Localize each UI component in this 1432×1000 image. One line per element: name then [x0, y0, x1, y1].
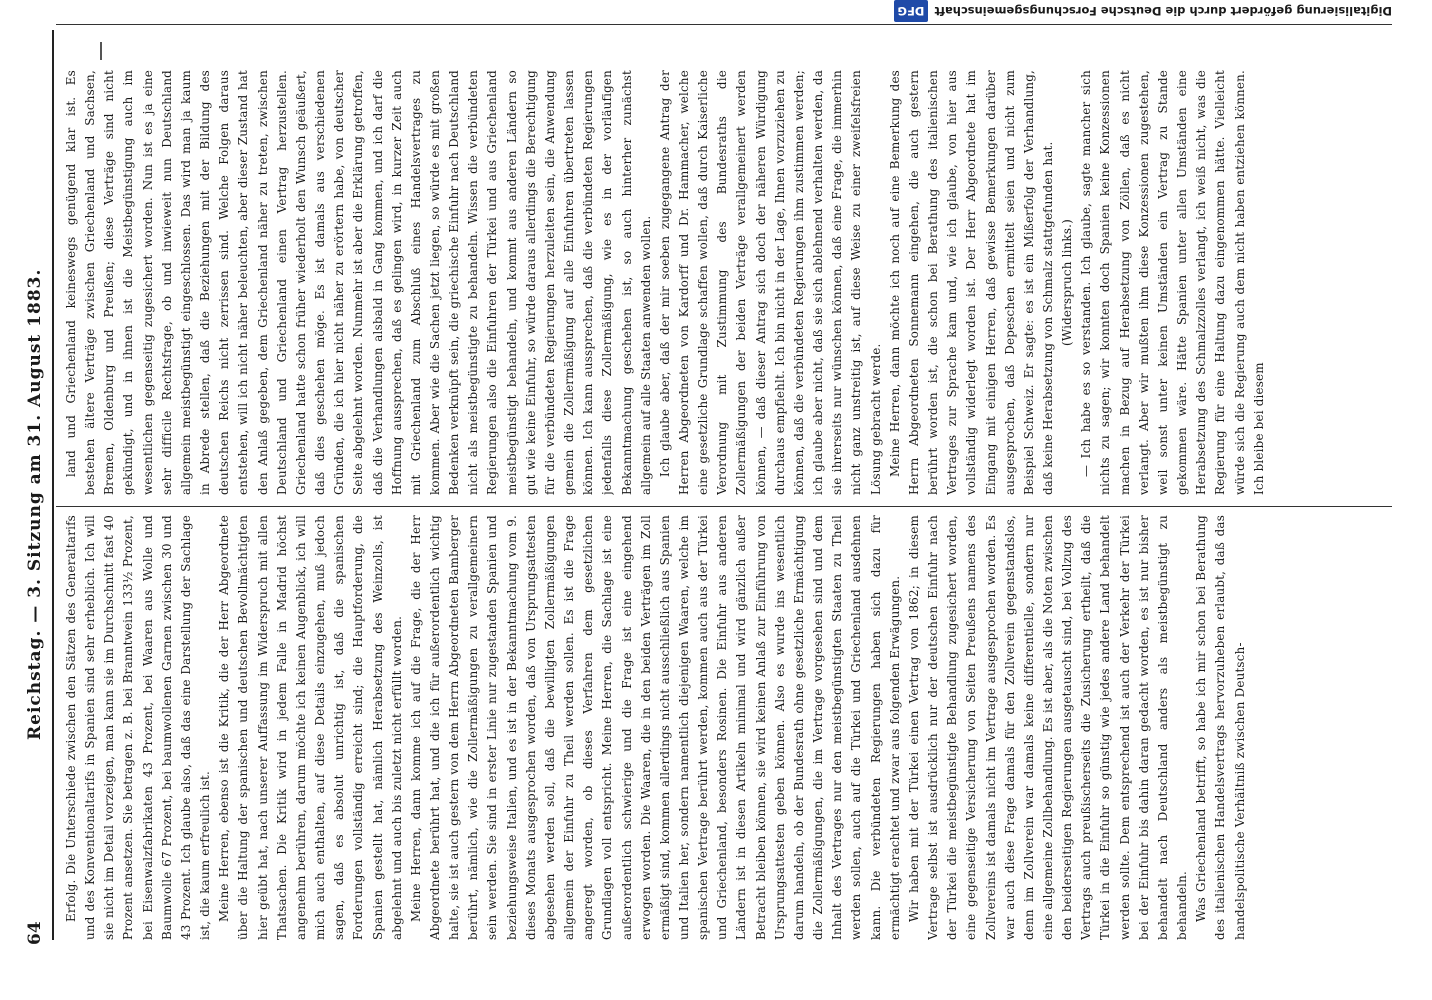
paragraph: Was Griechenland betrifft, so habe ich mir schon bei Berathung des italienischen Handelsvertrags hervorzuheben erlaubt, daß das handelspolitische Verhältniß zwischen Deutsch- [1194, 515, 1247, 940]
running-title: Reichstag. — 3. Sitzung am 31. August 1883. [25, 268, 45, 740]
column-divider-right [56, 24, 1392, 25]
paragraph: — Ich habe es so verstanden. Ich glaube, sagte mancher sich nichts zu sagen; wir konnten doch Spanien keine Konzessionen machen in Bezug auf Herabsetzung von Zöllen, daß es nicht verlangt. Aber wir mußten ihm diese Konzessionen zugestehen, weil sonst unter keinen Umständen ein Vertrag zu Stande gekommen wäre. Hätte Spanien unter allen Umständen eine Herabsetzung des Schmalzzolles verlangt, ich weiß nicht, was die Regierung für eine Haltung dazu eingenommen hätte. Vielleicht würde sich die Regierung auch dem nicht haben entziehen können. Ich bleibe bei diesem [1079, 70, 1266, 495]
margin-mark [100, 42, 102, 60]
paragraph: Meine Herren, dann komme ich auf die Frage, die der Herr Abgeordnete berührt hat, und die ich für außerordentlich wichtig halte, sie ist auch gestern von dem Herrn Abgeordneten Bamberger berührt, nämlich, wie die Zollermäßigungen zu verallgemeinern sein werden. Sie sind in erster Linie nur zugestanden Spanien und beziehungsweise Italien, und es ist in der Bekanntmachung vom 9. dieses Monats ausgesprochen worden, daß von Ursprungsattesten abgesehen werden soll, daß die bewilligten Zollermäßigungen allgemein der Einfuhr zu Theil werden sollen. Es ist die Frage angeregt worden, ob dieses Verfahren dem gesetzlichen Grundlagen voll entspricht. Meine Herren, die Sachlage ist eine außerordentlich schwierige und die Frage ist eine eingehend erwogen worden. Die Waaren, die in den beiden Verträgen im Zoll ermäßigt sind, kommen allerdings nicht ausschließlich aus Spanien und Italien her, sondern namentlich diejenigen Waaren, welche im spanischen Vertrage berührt werden, kommen auch aus der Türkei und Griechenland, besonders Rosinen. Die Einfuhr aus anderen Ländern ist in diesen Artikeln minimal und wird gänzlich außer Betracht bleiben können, sie wird keinen Anlaß zur Einführung von Ursprungsattesten geben können. Also es wurde ins wesentlich darum handeln, ob der Bundesrath ohne gesetzliche Ermächtigung die Zollermäßigungen, die im Vertrage vorgesehen sind und dem Inhalt des Vertrages nur den meistbegünstigten Staaten zu Theil werden sollen, auch auf die Türkei und Griechenland ausdehnen kann. Die verbündeten Regierungen haben sich dazu für ermächtigt erachtet und zwar aus folgenden Erwägungen. [408, 515, 902, 940]
dfg-logo-icon: DFG [894, 0, 929, 22]
dfg-credit-text: Digitalisierung gefördert durch die Deutsche Forschungsgemeinschaft [934, 4, 1392, 18]
paragraph: Meine Herren, dann möchte ich noch auf eine Bemerkung des Herrn Abgeordneten Sonnemann eingehen, die auch gestern berührt worden ist, die schon bei Berathung des italienischen Vertrages zur Sprache kam und, wie ich glaube, von hier aus vollständig widerlegt worden ist. Der Herr Abgeordnete hat im Eingang mit einigen Herren, daß gewisse Bemerkungen darüber ausgesprochen, daß Depeschen ermittelt seien und nicht zum Beispiel Schweiz. Er sagte: es ist ein Mißerfolg der Verhandlung, daß keine Herabsetzung von Schmalz stattgefunden hat. [887, 70, 1055, 495]
page-header [18, 40, 52, 945]
paragraph: Erfolg. Die Unterschiede zwischen den Sätzen des Generaltarifs und des Konventionaltarifs in Spanien sind sehr erheblich. Ich will sie nicht im Detail vorzeigen, man kann sie im Durchschnitt fast 40 Prozent ansetzen. Sie betragen z. B. bei Branntwein 133½ Prozent, bei Eisenwalzfabrikaten 43 Prozent, bei Waaren aus Wolle und Baumwolle 67 Prozent, bei baumwollenen Garnen zwischen 30 und 43 Prozent. Ich glaube also, daß das eine Darstellung der Sachlage ist, die kaum erfreulich ist. [64, 515, 213, 940]
interjection: (Widerspruch links.) [1060, 219, 1075, 346]
paragraph: Wir haben mit der Türkei einen Vertrag von 1862; in diesem Vertrage selbst ist ausdrücklich nur der deutschen Einfuhr nach der Türkei die meistbegünstigte Behandlung zugesichert worden, eine gegenseitige Versicherung von Seiten Preußens namens des Zollvereins ist damals nicht im Vertrage ausgesprochen worden. Es war auch diese Frage damals für den Zollverein gegenstandslos, denn im Zollverein war damals keine differentielle, sondern nur eine allgemeine Zollbehandlung. Es ist aber, als die Noten zwischen den beiderseitigen Regierungen ausgetauscht sind, bei Vollzug des Vertrags auch preußischerseits die Zusicherung ertheilt, daß die Türkei in die Einfuhr so günstig wie jedes andere Land behandelt werden sollte. Dem entsprechend ist auch der Verkehr der Türkei bei der Einfuhr bis dahin daran gedacht worden, es ist nur bisher behandelt nach Deutschland anders als meistbegünstigt zu behandeln. [906, 515, 1190, 940]
paragraph: Meine Herren, ebenso ist die Kritik, die der Herr Abgeordnete über die Haltung der spanischen und deutschen Bevollmächtigten hier geübt hat, nach unserer Auffassung im Widerspruch mit allen Thatsachen. Die Kritik wird in jedem Falle in Madrid höchst angenehm berühren, darum möchte ich keinen Augenblick, ich will mich auch enthalten, auf diese Details einzugehen, muß jedoch sagen, daß es absolut unrichtig ist, daß die spanischen Forderungen vollständig erreicht sind; die Hauptforderung, die Spanien gestellt hat, nämlich Herabsetzung des Weinzolls, ist abgelehnt und auch bis zuletzt nicht erfüllt worden. [217, 515, 404, 940]
paragraph: land und Griechenland keineswegs genügend klar ist. Es bestehen ältere Verträge zwischen Griechenland und Sachsen, Bremen, Oldenburg und Preußen; diese Verträge sind nicht gekündigt, und in ihnen ist die Meistbegünstigung auch im wesentlichen gegenseitig zugesichert worden. Nun ist es ja eine sehr difficile Rechtsfrage, ob und inwieweit nun Deutschland allgemein meistbegünstigt eingeschlossen. Das wird man ja kaum in Abrede stellen, daß die Beziehungen mit der Bildung des deutschen Reichs nicht zerrissen sind. Welche Folgen daraus entstehen, will ich nicht näher beleuchten, aber dieser Zustand hat den Anlaß gegeben, dem Griechenland näher zu treten, zwischen Deutschland und Griechenland einen Vertrag herzustellen. Griechenland hatte schon früher wiederholt den Wunsch geäußert, daß dies geschehen möge. Es ist damals aus verschiedenen Gründen, die ich hier nicht näher zu erörtern habe, von deutscher Seite abgelehnt worden. Nunmehr ist aber die Erklärung getroffen, daß die Verhandlungen alsbald in Gang kommen, und ich darf die Hoffnung aussprechen, daß es gelingen wird, in kurzer Zeit auch mit Griechenland zum Abschluß eines Handelsvertrages zu kommen. Aber wie die Sachen jetzt liegen, so würde es mit großen Bedenken verknüpft sein, die griechische Einfuhr nach Deutschland nicht als meistbegünstigte zu behandeln. Wissen die verbündeten Regierungen also die Einfuhren der Türkei und aus Griechenland meistbegünstigt behandeln, und kommt aus anderen Ländern so gut wie keine Einfuhr, so würde daraus allerdings die Berechtigung für die verbündeten Regierungen herzuleiten sein, die Anwendung gemein die Zollermäßigung auf alle Einfuhren übertreten lassen können. Ich kann aussprechen, daß die verbündeten Regierungen jedenfalls diese Zollermäßigung, wie es in der vorläufigen Bekanntmachung geschehen ist, so auch hinterher zunächst allgemein auf alle Staaten anwenden wollen. [64, 70, 653, 495]
page-number: 64 [25, 921, 45, 945]
text-column-left [62, 515, 1352, 940]
header-rule [52, 30, 54, 940]
column-divider [56, 506, 1392, 507]
text-column-right [62, 70, 1352, 495]
dfg-credit [897, 0, 1392, 22]
paragraph: Ich glaube aber, daß der mir soeben zugegangene Antrag der Herren Abgeordneten von Kardorff und Dr. Hammacher, welche eine gesetzliche Grundlage schaffen wollen, daß durch Kaiserliche Verordnung mit Zustimmung des Bundesraths die Zollermäßigungen der beiden Verträge verallgemeinert werden können, — daß dieser Antrag sich doch der näheren Würdigung durchaus empfiehlt. Ich bin nicht in der Lage, Ihnen vorzuziehen zu können, daß die verbündeten Regierungen ihm zustimmen werden; ich glaube aber nicht, daß sie sich ablehnend verhalten werden, da sie ihrerseits nur wünschen können, daß eine Frage, die immerhin nicht ganz unstreitig ist, auf diese Weise zu einer zweifelsfreien Lösung gebracht werde. [657, 70, 883, 495]
